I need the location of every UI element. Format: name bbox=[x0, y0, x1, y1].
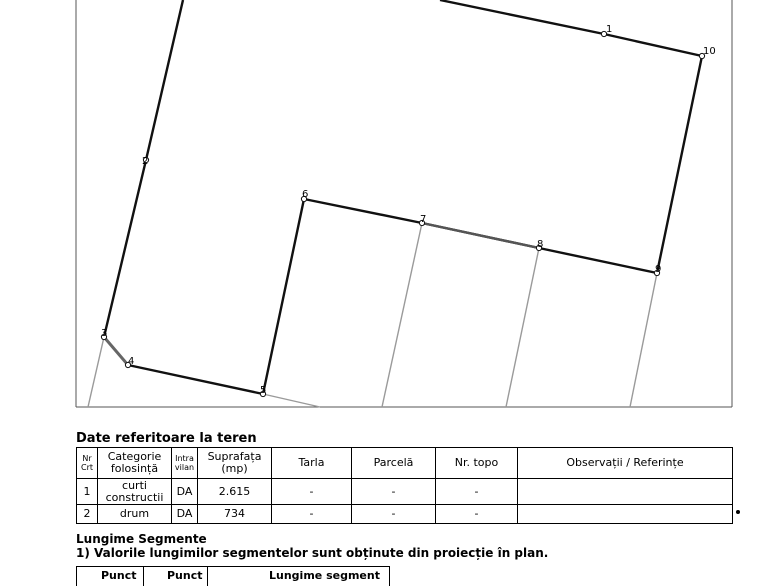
internal-line bbox=[263, 394, 320, 407]
teren-header-row bbox=[77, 448, 733, 479]
header-suprafata: Suprafața (mp) bbox=[198, 448, 272, 479]
header-observatii: Observații / Referințe bbox=[518, 448, 733, 479]
cell-observatii bbox=[518, 479, 733, 505]
header-lungime: Lungime segment bbox=[269, 569, 380, 582]
header-categorie: Categorie folosință bbox=[98, 448, 172, 479]
header-parcela: Parcelă bbox=[352, 448, 436, 479]
cell-nr: 2 bbox=[77, 505, 98, 524]
segmente-title: Lungime Segmente bbox=[76, 532, 207, 546]
segment-3-4 bbox=[104, 337, 128, 365]
cell-nr-topo: - bbox=[436, 505, 518, 524]
cell-categorie: drum bbox=[98, 505, 172, 524]
bullet-dot bbox=[736, 510, 740, 514]
cell-categorie: curti constructii bbox=[98, 479, 172, 505]
cell-tarla: - bbox=[272, 505, 352, 524]
internal-line bbox=[506, 248, 539, 407]
vertex-label-2: 2 bbox=[142, 156, 149, 167]
cell-intravilan: DA bbox=[172, 505, 198, 524]
cell-suprafata: 734 bbox=[198, 505, 272, 524]
vertex-label-9: 9 bbox=[655, 264, 662, 275]
vertex-label-5: 5 bbox=[260, 385, 267, 396]
cell-nr: 1 bbox=[77, 479, 98, 505]
table-row bbox=[77, 505, 733, 524]
cell-intravilan: DA bbox=[172, 479, 198, 505]
vertex-label-10: 10 bbox=[703, 46, 716, 57]
cell-parcela: - bbox=[352, 479, 436, 505]
vertex-label-8: 8 bbox=[537, 239, 544, 250]
internal-line bbox=[630, 273, 657, 407]
column-divider bbox=[143, 567, 144, 586]
header-tarla: Tarla bbox=[272, 448, 352, 479]
header-punct-1: Punct bbox=[101, 569, 137, 582]
segment-7-8 bbox=[422, 223, 539, 248]
internal-line bbox=[382, 223, 422, 407]
cell-parcela: - bbox=[352, 505, 436, 524]
vertex-label-7: 7 bbox=[420, 214, 427, 225]
cell-observatii bbox=[518, 505, 733, 524]
header-nr: Nr Crt bbox=[77, 448, 98, 479]
vertex-label-4: 4 bbox=[128, 356, 135, 367]
teren-title: Date referitoare la teren bbox=[76, 431, 257, 446]
boundary-outer bbox=[104, 0, 702, 394]
segmente-table-header bbox=[76, 566, 390, 586]
segmente-note: 1) Valorile lungimilor segmentelor sunt obținute din proiecție în plan. bbox=[76, 546, 549, 560]
header-punct-2: Punct bbox=[167, 569, 203, 582]
vertex-label-1: 1 bbox=[606, 24, 613, 35]
header-intravilan: Intra vilan bbox=[172, 448, 198, 479]
header-nr-topo: Nr. topo bbox=[436, 448, 518, 479]
cell-nr-topo: - bbox=[436, 479, 518, 505]
vertex-label-3: 3 bbox=[101, 328, 108, 339]
table-row bbox=[77, 479, 733, 505]
internal-line bbox=[88, 337, 104, 407]
cell-tarla: - bbox=[272, 479, 352, 505]
teren-table bbox=[76, 447, 733, 524]
column-divider bbox=[207, 567, 208, 586]
cell-suprafata: 2.615 bbox=[198, 479, 272, 505]
vertex-label-6: 6 bbox=[302, 189, 309, 200]
